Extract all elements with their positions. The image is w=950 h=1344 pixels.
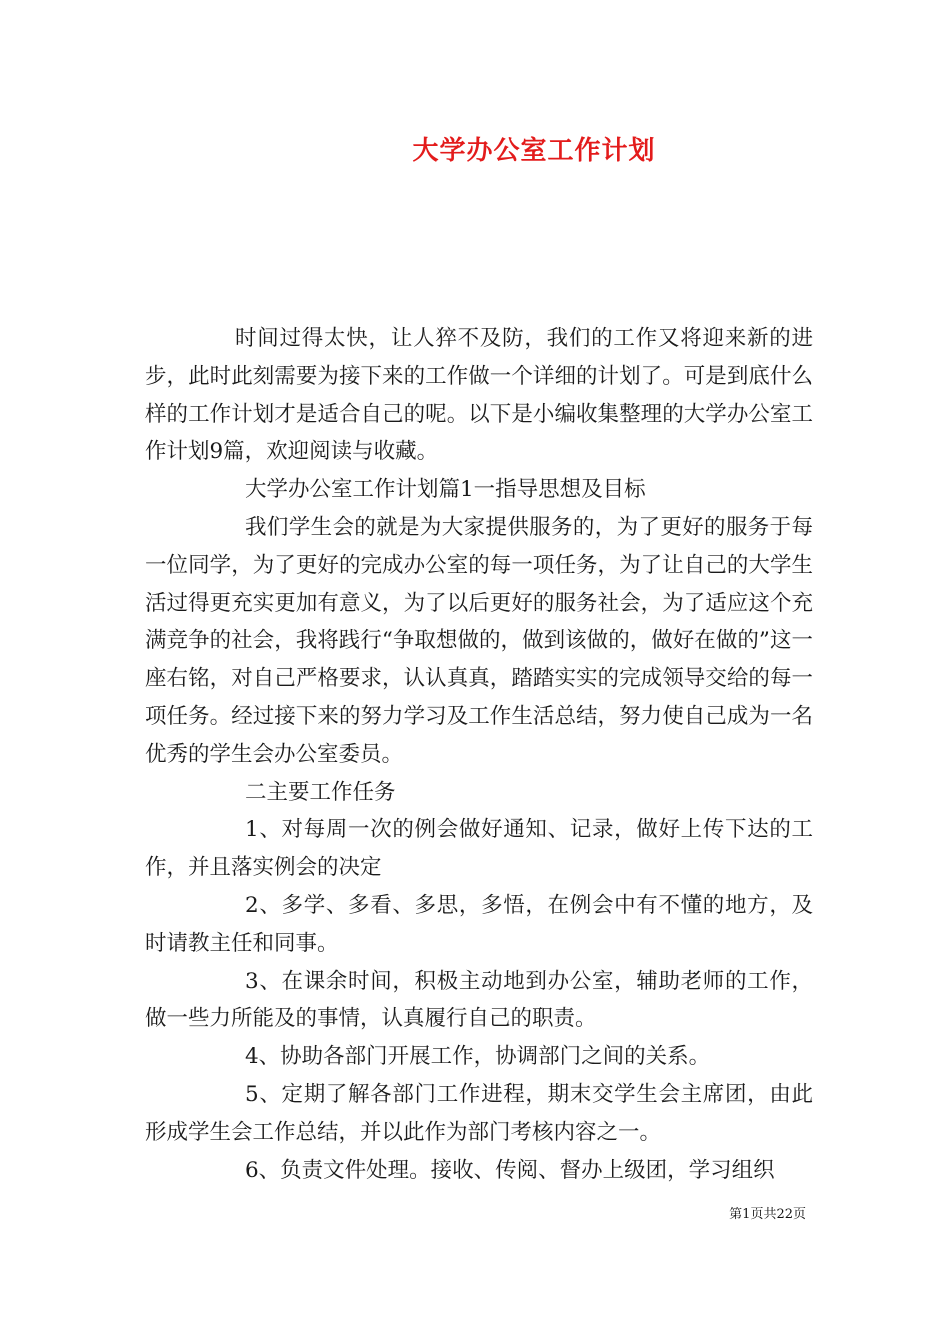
page-number-footer: 第1页共22页	[729, 1207, 806, 1222]
guiding-paragraph: 我们学生会的就是为大家提供服务的，为了更好的服务于每一位同学，为了更好的完成办公室的每一项任务，为了让自己的大学生活过得更充实更加有意义，为了以后更好的服务社会，为了适应这个充满竞争的社会，我将践行“争取想做的，做到该做的，做好在做的”这一座右铭，对自己严格要求，认认真真，踏踏实实的完成领导交给的每一项任务。经过接下来的努力学习及工作生活总结，努力使自己成为一名优秀的学生会办公室委员。	[145, 514, 813, 767]
document-title: 大学办公室工作计划	[412, 136, 656, 166]
intro-paragraph: 时间过得太快，让人猝不及防，我们的工作又将迎来新的进步，此时此刻需要为接下来的工作做一个详细的计划了。可是到底什么样的工作计划才是适合自己的呢。以下是小编收集整理的大学办公室工作计划9篇，欢迎阅读与收藏。	[145, 326, 813, 465]
task-item-3: 3、在课余时间，积极主动地到办公室，辅助老师的工作，做一些力所能及的事情，认真履行自己的职责。	[145, 968, 813, 1032]
section-heading-2: 二主要工作任务	[245, 779, 396, 805]
task-item-1: 1、对每周一次的例会做好通知、记录，做好上传下达的工作，并且落实例会的决定	[145, 817, 813, 881]
section-heading-1: 大学办公室工作计划篇1一指导思想及目标	[245, 477, 646, 503]
task-item-5: 5、定期了解各部门工作进程，期末交学生会主席团，由此形成学生会工作总结，并以此作为部门考核内容之一。	[145, 1081, 813, 1145]
task-item-4: 4、协助各部门开展工作，协调部门之间的关系。	[245, 1044, 711, 1070]
task-item-2: 2、多学、多看、多思，多悟，在例会中有不懂的地方，及时请教主任和同事。	[145, 892, 813, 956]
task-item-6: 6、负责文件处理。接收、传阅、督办上级团，学习组织	[245, 1157, 775, 1183]
document-body	[145, 320, 813, 1189]
